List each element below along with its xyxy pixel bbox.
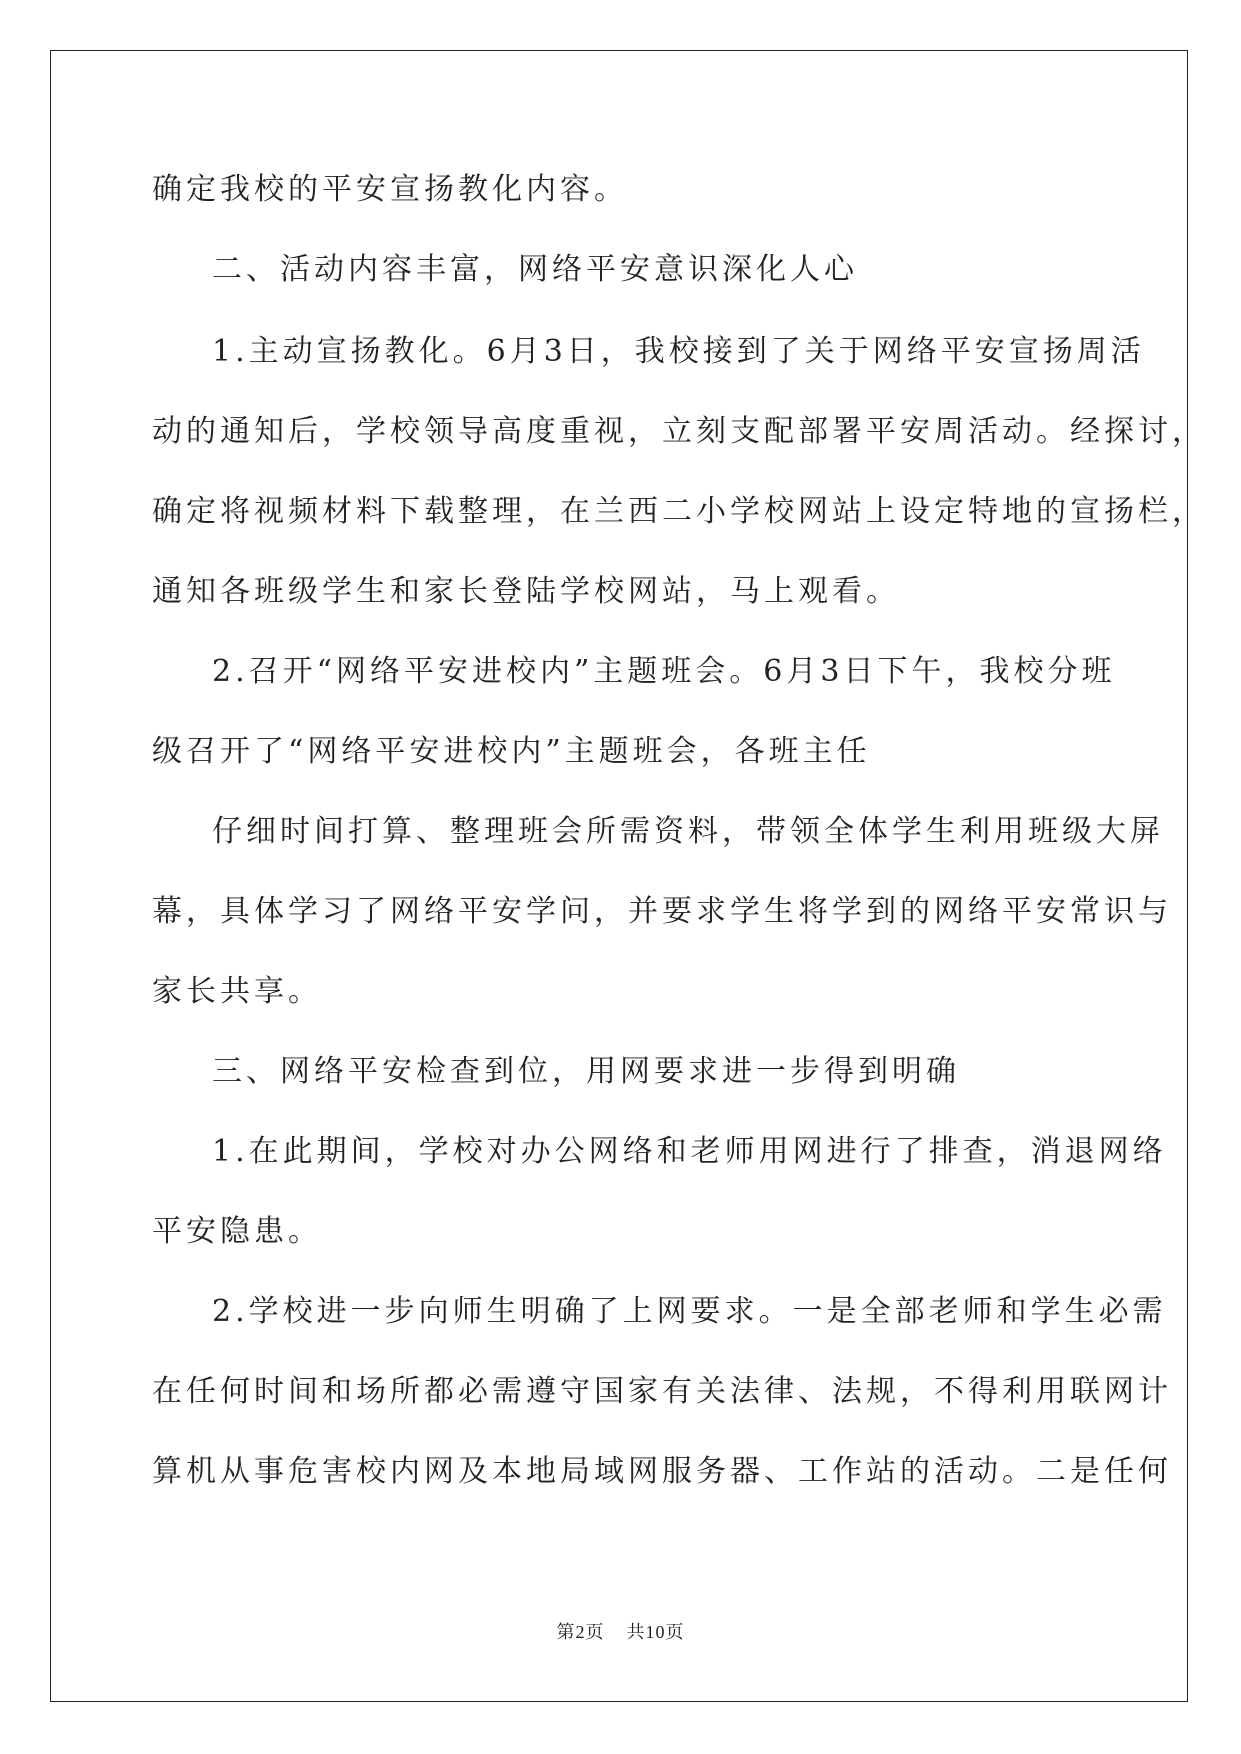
page-footer <box>0 1618 1241 1644</box>
paragraph-line: 幕，具体学习了网络平安学问，并要求学生将学到的网络平安常识与 <box>152 894 1172 929</box>
paragraph-line: 动的通知后，学校领导高度重视，立刻支配部署平安周活动。经探讨， <box>152 414 1206 449</box>
paragraph-line: 确定我校的平安宣扬教化内容。 <box>152 172 628 207</box>
paragraph-line: 家长共享。 <box>152 974 322 1009</box>
paragraph-line: 2.召开“网络平安进校内”主题班会。6月3日下午，我校分班 <box>212 654 1116 689</box>
section-heading: 三、网络平安检查到位，用网要求进一步得到明确 <box>212 1054 960 1089</box>
page-number: 第2页 <box>556 1622 605 1642</box>
page-total: 共10页 <box>626 1622 685 1642</box>
section-heading: 二、活动内容丰富，网络平安意识深化人心 <box>212 252 858 287</box>
paragraph-line: 级召开了“网络平安进校内”主题班会，各班主任 <box>152 734 871 769</box>
paragraph-line: 平安隐患。 <box>152 1214 322 1249</box>
paragraph-line: 2.学校进一步向师生明确了上网要求。一是全部老师和学生必需 <box>212 1294 1167 1329</box>
paragraph-line: 算机从事危害校内网及本地局域网服务器、工作站的活动。二是任何 <box>152 1454 1172 1489</box>
paragraph-line: 1.主动宣扬教化。6月3日，我校接到了关于网络平安宣扬周活 <box>212 334 1145 369</box>
paragraph-line: 1.在此期间，学校对办公网络和老师用网进行了排查，消退网络 <box>212 1134 1167 1169</box>
paragraph-line: 仔细时间打算、整理班会所需资料，带领全体学生利用班级大屏 <box>212 814 1164 849</box>
paragraph-line: 确定将视频材料下载整理，在兰西二小学校网站上设定特地的宣扬栏， <box>152 494 1206 529</box>
paragraph-line: 通知各班级学生和家长登陆学校网站，马上观看。 <box>152 574 900 609</box>
paragraph-line: 在任何时间和场所都必需遵守国家有关法律、法规，不得利用联网计 <box>152 1374 1172 1409</box>
